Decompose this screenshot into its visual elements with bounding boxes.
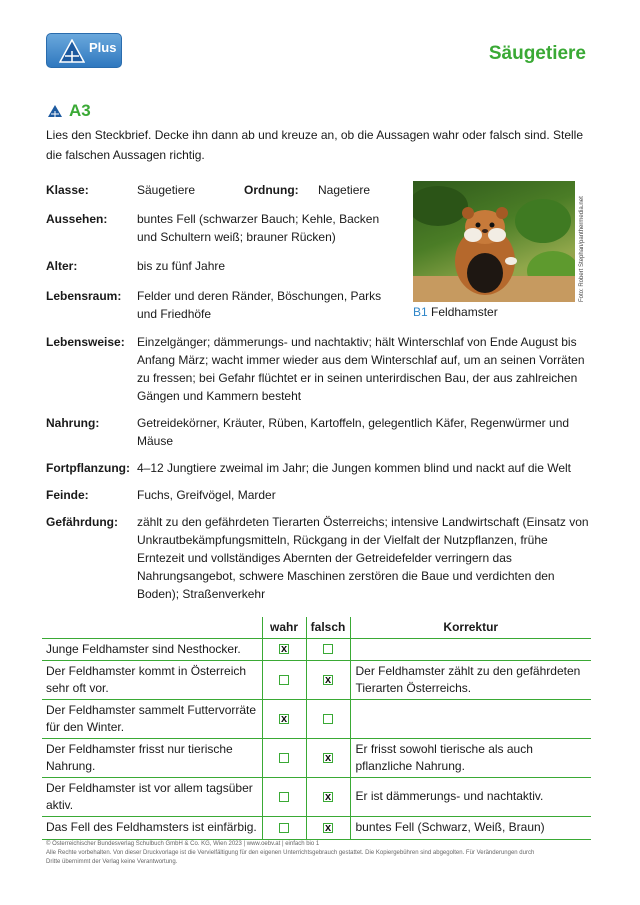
table-row — [42, 699, 591, 738]
figure-caption — [413, 305, 498, 319]
label-alter: Alter: — [46, 259, 78, 273]
value-aussehen-1: buntes Fell (schwarzer Bauch; Kehle, Backen — [137, 212, 380, 226]
value-gefaehrdung-2: Unkrautbekämpfungsmitteln, Rückgang in der Vielfalt der Nutzpflanzen, frühe — [137, 533, 548, 547]
falsch-checkbox[interactable] — [323, 714, 333, 724]
falsch-checkbox[interactable] — [323, 644, 333, 654]
statement-cell: Der Feldhamster sammelt Futtervorräte für den Winter. — [42, 699, 262, 738]
statement-cell: Der Feldhamster frisst nur tierische Nahrung. — [42, 738, 262, 777]
wahr-cell — [262, 816, 306, 839]
footer — [46, 840, 594, 867]
table-row — [42, 777, 591, 816]
value-ordnung: Nagetiere — [318, 183, 371, 197]
hamster-illustration — [413, 181, 575, 302]
value-lebensraum-2: und Friedhöfe — [137, 307, 212, 321]
table-body — [42, 638, 591, 839]
label-lebensweise: Lebensweise: — [46, 335, 125, 349]
falsch-cell — [306, 699, 350, 738]
label-nahrung: Nahrung: — [46, 416, 100, 430]
correction-cell[interactable]: Er ist dämmerungs- und nachtaktiv. — [350, 777, 591, 816]
value-lebensweise-3: zu fressen; bei Gefahr flüchtet er in seinen unterirdischen Bau, der aus zahlreichen — [137, 371, 578, 385]
wahr-checkbox[interactable] — [279, 823, 289, 833]
footer-line-3: Dritte übernimmt der Verlag keine Verantwortung. — [46, 859, 178, 865]
value-alter: bis zu fünf Jahre — [137, 259, 226, 273]
falsch-checkbox[interactable] — [323, 792, 333, 802]
table-row — [42, 816, 591, 839]
figure-number: B1 — [413, 305, 428, 319]
wahr-checkbox[interactable] — [279, 714, 289, 724]
logo-text: Plus — [89, 40, 117, 55]
value-nahrung-1: Getreidekörner, Kräuter, Rüben, Kartoffeln, gelegentlich Käfer, Regenwürmer und — [137, 416, 570, 430]
value-lebensweise-2: Anfang März; wacht immer wieder aus dem Winterschlaf auf, um an seinen Vorräten — [137, 353, 585, 367]
falsch-cell — [306, 816, 350, 839]
correction-cell[interactable] — [350, 638, 591, 660]
header-korrektur: Korrektur — [443, 620, 499, 635]
falsch-cell — [306, 638, 350, 660]
falsch-cell — [306, 777, 350, 816]
label-ordnung: Ordnung: — [244, 183, 299, 197]
table-header-row — [42, 617, 591, 638]
value-gefaehrdung-1: zählt zu den gefährdeten Tierarten Österreichs; intensive Landwirtschaft (Einsatz von — [137, 515, 589, 529]
footer-line-1: © Österreichischer Bundesverlag Schulbuch GmbH & Co. KG, Wien 2023 | www.oebv.at | einfach bio 1 — [46, 841, 320, 847]
footer-line-2: Alle Rechte vorbehalten. Von dieser Druckvorlage ist die Vervielfältigung für den eigenen Unterrichtsgebrauch gestattet. Die Kopiergebühren sind abgegolten. Für Veränderungen durch — [46, 850, 535, 856]
value-gefaehrdung-4: Nahrungsangebot, schwere Maschinen zerstören die Baue und verdichten den — [137, 569, 555, 583]
label-klasse: Klasse: — [46, 183, 89, 197]
value-lebensweise-4: Gängen und Kammern besteht — [137, 389, 302, 403]
falsch-checkbox[interactable] — [323, 823, 333, 833]
wahr-checkbox[interactable] — [279, 753, 289, 763]
wahr-checkbox[interactable] — [279, 675, 289, 685]
correction-cell[interactable]: Er frisst sowohl tierische als auch pflanzliche Nahrung. — [350, 738, 591, 777]
value-nahrung-2: Mäuse — [137, 434, 174, 448]
statement-cell: Das Fell des Feldhamsters ist einfärbig. — [42, 816, 262, 839]
wahr-cell — [262, 777, 306, 816]
statement-cell: Der Feldhamster ist vor allem tagsüber aktiv. — [42, 777, 262, 816]
statement-cell: Junge Feldhamster sind Nesthocker. — [42, 638, 262, 660]
value-feinde: Fuchs, Greifvögel, Marder — [137, 488, 276, 502]
photo-credit: Foto: Robert Stephan/panthermedia.net — [579, 196, 585, 302]
task-instructions: Lies den Steckbrief. Decke ihn dann ab und kreuze an, ob die Aussagen wahr oder falsch sind. Stelle die falschen Aussagen richtig. — [46, 128, 584, 162]
wahr-cell — [262, 660, 306, 699]
wahr-checkbox[interactable] — [279, 644, 289, 654]
falsch-checkbox[interactable] — [323, 675, 333, 685]
value-lebensweise-1: Einzelgänger; dämmerungs- und nachtaktiv; hält Winterschlaf von Ende August bis — [137, 335, 577, 349]
correction-cell[interactable]: Der Feldhamster zählt zu den gefährdeten Tierarten Österreichs. — [350, 660, 591, 699]
label-fortpflanzung: Fortpflanzung: — [46, 461, 130, 475]
statement-cell: Der Feldhamster kommt in Österreich sehr oft vor. — [42, 660, 262, 699]
wahr-cell — [262, 738, 306, 777]
label-lebensraum: Lebensraum: — [46, 289, 122, 303]
label-feinde: Feinde: — [46, 488, 89, 502]
answers-table — [42, 617, 591, 840]
value-aussehen-2: und Schultern weiß; brauner Rücken) — [137, 230, 336, 244]
falsch-checkbox[interactable] — [323, 753, 333, 763]
value-fortpflanzung: 4–12 Jungtiere zweimal im Jahr; die Jungen kommen blind und nackt auf die Welt — [137, 461, 572, 475]
value-gefaehrdung-5: Boden); Straßenverkehr — [137, 587, 266, 601]
triangle-task-icon — [48, 105, 62, 117]
header-falsch: falsch — [306, 617, 350, 638]
task-label: A3 — [69, 101, 91, 120]
header-wahr: wahr — [262, 617, 306, 638]
table-row — [42, 660, 591, 699]
page-title: Säugetiere — [488, 43, 586, 64]
header-statement — [42, 617, 262, 638]
table-row — [42, 638, 591, 660]
triangle-logo-icon — [59, 39, 85, 63]
falsch-cell — [306, 660, 350, 699]
value-lebensraum-1: Felder und deren Ränder, Böschungen, Parks — [137, 289, 382, 303]
value-klasse: Säugetiere — [137, 183, 196, 197]
label-gefaehrdung: Gefährdung: — [46, 515, 118, 529]
value-gefaehrdung-3: Erntezeit und vollständiges Abernten der Getreidefelder verringern das — [137, 551, 512, 565]
wahr-cell — [262, 699, 306, 738]
table-row — [42, 738, 591, 777]
wahr-cell — [262, 638, 306, 660]
hamster-photo — [413, 181, 575, 302]
correction-cell[interactable] — [350, 699, 591, 738]
figure-caption-text: Feldhamster — [431, 305, 498, 319]
wahr-checkbox[interactable] — [279, 792, 289, 802]
correction-cell[interactable]: buntes Fell (Schwarz, Weiß, Braun) — [350, 816, 591, 839]
plus-logo — [46, 33, 122, 68]
falsch-cell — [306, 738, 350, 777]
label-aussehen: Aussehen: — [46, 212, 108, 226]
